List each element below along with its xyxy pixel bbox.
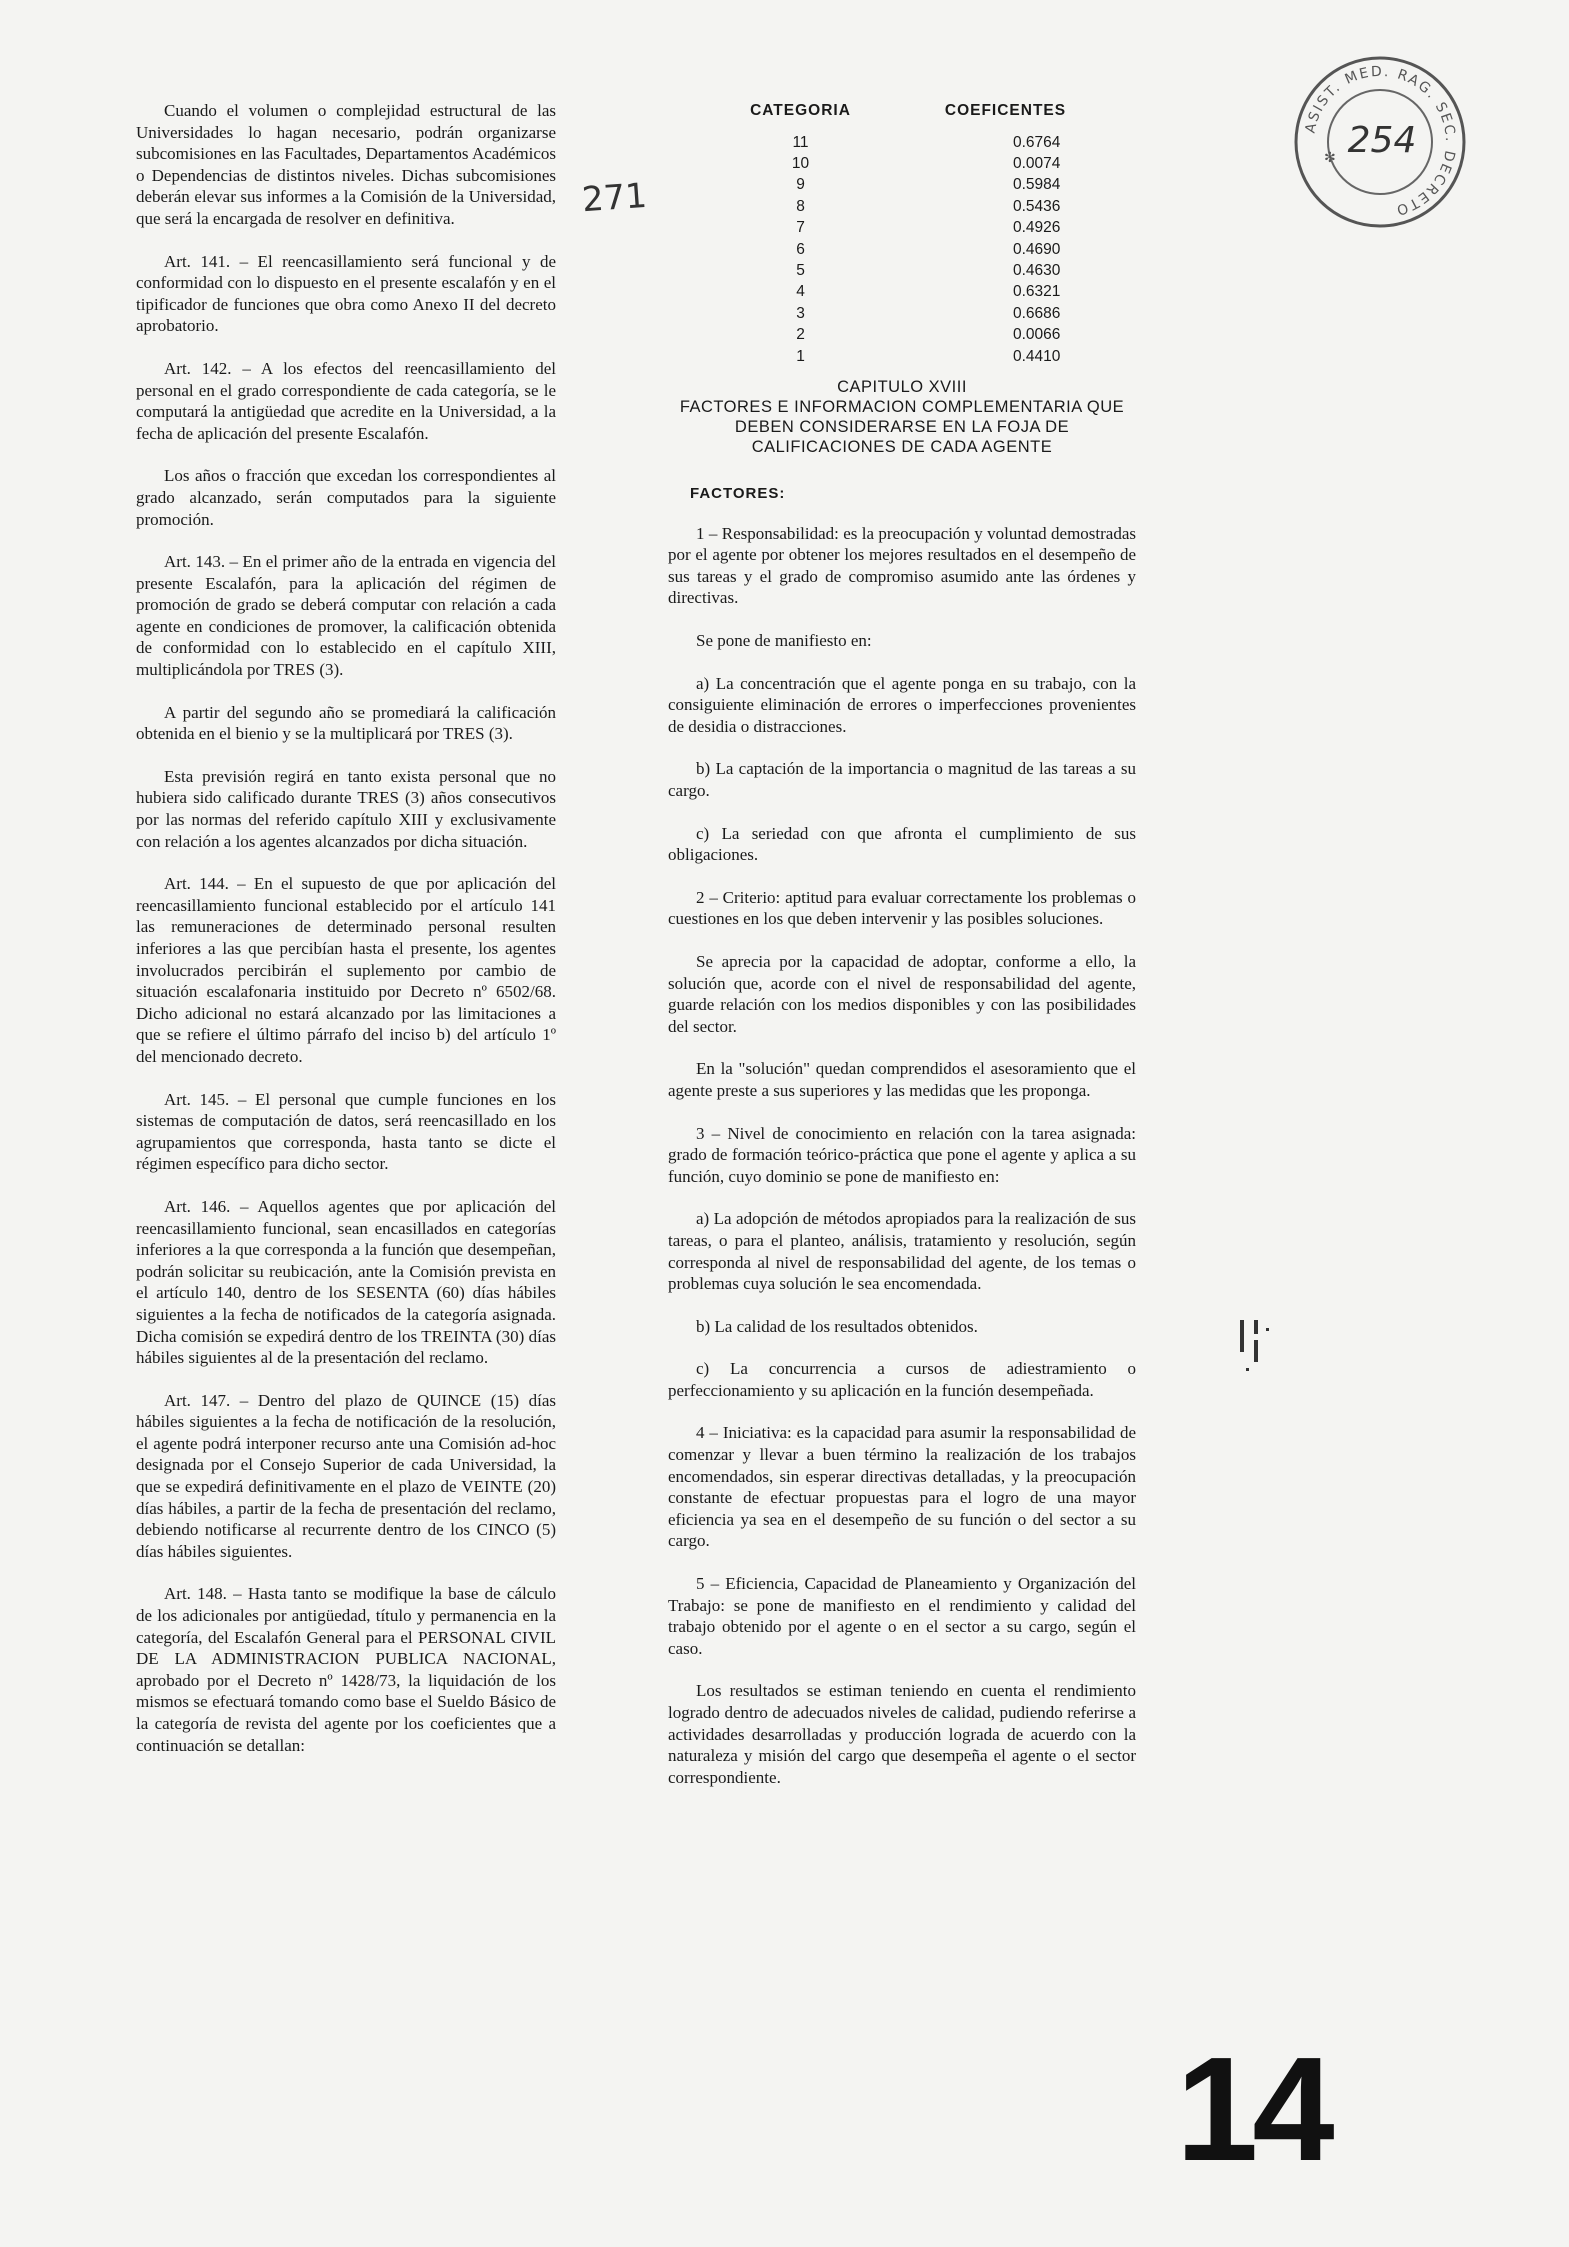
coefficient-cell: 0.5436 bbox=[1013, 197, 1061, 215]
article-142: Art. 142. – A los efectos del reencasillamiento del personal en el grado correspondiente de cada categoría, se le computará la antigüedad que acredite en la Universidad, a la fecha de aplicación del presente Escalafón. bbox=[136, 358, 556, 443]
column-header-categoria: CATEGORIA bbox=[750, 102, 851, 119]
paragraph: Se aprecia por la capacidad de adoptar, conforme a ello, la solución que, acorde con el nivel de responsabilidad del agente, guarde relación con los medios disponibles y con las posibilidades del sector. bbox=[668, 951, 1136, 1036]
coefficient-cell: 0.4926 bbox=[1013, 219, 1061, 237]
page-number: 14 bbox=[1176, 2027, 1329, 2192]
scan-artifact-marks bbox=[1236, 1318, 1276, 1388]
category-cell: 3 bbox=[796, 304, 805, 322]
article-144: Art. 144. – En el supuesto de que por aplicación del reencasillamiento funcional establecido por el artículo 141 las remuneraciones de determinado personal resulten inferiores a las que percibían hasta el presente, los agentes involucrados percibirán el suplemento por cambio de situación escalafonaria instituido por Decreto nº 6502/68. Dicho adicional no estará alcanzado por las limitaciones a que se refiere el último párrafo del inciso b) del artículo 1º del mencionado decreto. bbox=[136, 874, 556, 1066]
table-row bbox=[698, 217, 1108, 238]
list-item: c) La concurrencia a cursos de adiestramiento o perfeccionamiento y su aplicación en la función desempeñada. bbox=[668, 1359, 1136, 1400]
paragraph: A partir del segundo año se promediará la calificación obtenida en el bienio y se la multiplicará por TRES (3). bbox=[136, 702, 556, 744]
paragraph: En la "solución" quedan comprendidos el asesoramiento que el agente preste a sus superiores y las medidas que les proponga. bbox=[668, 1059, 1136, 1100]
stamp-number: 254 bbox=[1347, 120, 1417, 161]
table-header-row bbox=[698, 100, 1108, 132]
paragraph: Esta previsión regirá en tanto exista personal que no hubiera sido calificado durante TRES (3) años consecutivos por las normas del referido capítulo XIII y exclusivamente con relación a los agentes alcanzados por dicha situación. bbox=[136, 766, 556, 851]
article-147: Art. 147. – Dentro del plazo de QUINCE (15) días hábiles siguientes a la fecha de notificación de la resolución, el agente podrá interponer recurso ante una Comisión ad-hoc designada por el Consejo Superior de cada Universidad, la que se expedirá definitivamente en el plazo de VEINTE (20) días hábiles, a partir de la fecha de presentación del reclamo, debiendo notificarse al recurrente dentro de los CINCO (5) días hábiles siguientes. bbox=[136, 1390, 556, 1561]
category-cell: 1 bbox=[796, 347, 805, 365]
paragraph: Se pone de manifiesto en: bbox=[696, 631, 872, 651]
category-cell: 4 bbox=[796, 283, 805, 301]
article-145: Art. 145. – El personal que cumple funciones en los sistemas de computación de datos, será reencasillado en los agrupamientos que corresponda, hasta tanto se dicte el régimen específico para dicho sector. bbox=[136, 1089, 556, 1174]
category-cell: 8 bbox=[796, 197, 805, 215]
paragraph: Cuando el volumen o complejidad estructural de las Universidades lo hagan necesario, podrán organizarse subcomisiones en las Facultades, Departamentos Académicos o Dependencias de distintos niveles. Dichas subcomisiones deberán elevar sus informes a la Comisión de la Universidad, que será la encargada de resolver en definitiva. bbox=[136, 101, 556, 228]
handwritten-folio-note: 271 bbox=[580, 175, 649, 221]
coefficient-cell: 0.6686 bbox=[1013, 304, 1061, 322]
category-cell: 11 bbox=[792, 133, 809, 151]
table-row bbox=[698, 153, 1108, 174]
category-cell: 10 bbox=[791, 155, 810, 172]
category-cell: 7 bbox=[796, 219, 805, 237]
paragraph: Los resultados se estiman teniendo en cuenta el rendimiento logrado dentro de adecuados niveles de calidad, pudiendo referirse a actividades desarrolladas y producción lograda de acuerdo con la naturaleza y misión del cargo que desempeña el agente o el sector correspondiente. bbox=[668, 1681, 1136, 1787]
table-row bbox=[698, 260, 1108, 281]
table-row bbox=[698, 174, 1108, 195]
category-cell: 2 bbox=[796, 326, 805, 344]
chapter-heading bbox=[668, 377, 1136, 457]
table-row bbox=[698, 303, 1108, 324]
stamp-ring-text: ASIST. MED. RAG. SEC. DECRETO bbox=[1302, 63, 1459, 219]
factor-responsabilidad: 1 – Responsabilidad: es la preocupación y voluntad demostradas por el agente por obtener los mejores resultados en el desempeño de sus tareas y el grado de compromiso asumido ante las órdenes y directivas. bbox=[668, 523, 1136, 608]
list-item: a) La concentración que el agente ponga en su trabajo, con la consiguiente eliminación de errores o imperfecciones provenientes de desidia o distracciones. bbox=[668, 673, 1136, 736]
factores-heading: FACTORES: bbox=[690, 485, 786, 503]
right-text-column bbox=[668, 100, 1136, 1809]
paragraph: Los años o fracción que excedan los correspondientes al grado alcanzado, serán computados para la siguiente promoción. bbox=[136, 466, 556, 529]
chapter-title: FACTORES E INFORMACION COMPLEMENTARIA QUE DEBEN CONSIDERARSE EN LA FOJA DE CALIFICACIONES DE CADA AGENTE bbox=[679, 398, 1125, 457]
article-146: Art. 146. – Aquellos agentes que por aplicación del reencasillamiento funcional, sean encasillados en categorías inferiores a la que corresponda a la función que desempeñan, podrán solicitar su reubicación, ante la Comisión prevista en el artículo 140, dentro de los SESENTA (60) días hábiles siguientes a la fecha de notificados de la categoría asignada. Dicha comisión se expedirá dentro de los TREINTA (30) días hábiles siguientes al de la presentación del reclamo. bbox=[136, 1196, 556, 1368]
coefficient-cell: 0.0066 bbox=[1013, 326, 1061, 344]
coefficient-cell: 0.0074 bbox=[1013, 155, 1061, 172]
category-cell: 5 bbox=[796, 262, 805, 280]
list-item: c) La seriedad con que afronta el cumplimiento de sus obligaciones. bbox=[668, 823, 1136, 865]
table-row bbox=[698, 132, 1108, 153]
category-cell: 6 bbox=[796, 240, 805, 258]
list-item: b) La captación de la importancia o magnitud de las tareas a su cargo. bbox=[668, 759, 1136, 800]
factor-iniciativa: 4 – Iniciativa: es la capacidad para asumir la responsabilidad de comenzar y llevar a buen término la realización de los trabajos encomendados, sin esperar directivas detalladas, y la preocupación constante de efectuar propuestas para el logro de una mayor eficiencia ya sea en el desempeño de su función o del sector a su cargo. bbox=[668, 1423, 1136, 1551]
factor-eficiencia: 5 – Eficiencia, Capacidad de Planeamiento y Organización del Trabajo: se pone de manifiesto en el rendimiento y calidad del trabajo obtenido por el agente o en el sector a su cargo, según el caso. bbox=[668, 1574, 1136, 1658]
table-row bbox=[698, 346, 1108, 367]
table-row bbox=[698, 324, 1108, 345]
coefficient-cell: 0.6764 bbox=[1013, 133, 1061, 151]
stamp-seal bbox=[1290, 52, 1470, 232]
factor-criterio: 2 – Criterio: aptitud para evaluar correctamente los problemas o cuestiones en los que deben intervenir y las posibles soluciones. bbox=[668, 887, 1136, 929]
table-row bbox=[698, 196, 1108, 217]
coefficient-cell: 0.6321 bbox=[1013, 283, 1061, 301]
coefficient-cell: 0.4630 bbox=[1013, 262, 1061, 280]
article-141: Art. 141. – El reencasillamiento será funcional y de conformidad con lo dispuesto en el presente escalafón y en el tipificador de funciones que obra como Anexo II del decreto aprobatorio. bbox=[136, 251, 556, 336]
article-148: Art. 148. – Hasta tanto se modifique la base de cálculo de los adicionales por antigüedad, título y permanencia en la categoría, del Escalafón General para el PERSONAL CIVIL DE LA ADMINISTRACION PUBLICA NACIONAL, aprobado por el Decreto nº 1428/73, la liquidación de los mismos se efectuará tomando como base el Sueldo Básico de la categoría de revista del agente por los coeficientes que a continuación se detallan: bbox=[136, 1584, 556, 1755]
left-text-column bbox=[136, 100, 556, 1777]
list-item: b) La calidad de los resultados obtenidos. bbox=[696, 1316, 978, 1336]
coefficient-cell: 0.4690 bbox=[1013, 240, 1061, 258]
chapter-number: CAPITULO XVIII bbox=[837, 378, 967, 397]
column-header-coeficientes: COEFICENTES bbox=[944, 102, 1067, 119]
coefficient-cell: 0.5984 bbox=[1013, 176, 1061, 194]
table-row bbox=[698, 239, 1108, 260]
coefficient-table bbox=[698, 100, 1108, 367]
category-cell: 9 bbox=[796, 176, 805, 194]
article-143: Art. 143. – En el primer año de la entrada en vigencia del presente Escalafón, para la aplicación del régimen de promoción de grado se deberá computar con relación a cada agente en condiciones de promover, la calificación obtenida de conformidad con lo establecido en el capítulo XIII, multiplicándola por TRES (3). bbox=[136, 552, 556, 680]
coefficient-cell: 0.4410 bbox=[1013, 347, 1061, 365]
table-row bbox=[698, 281, 1108, 302]
list-item: a) La adopción de métodos apropiados para la realización de sus tareas, o para el planteo, análisis, tratamiento y resolución, según corresponda al nivel de responsabilidad del agente, de los temas o problemas cuya solución le sea encomendada. bbox=[668, 1209, 1136, 1294]
table-body bbox=[698, 132, 1108, 367]
stamp-star-icon: ✻ bbox=[1324, 150, 1336, 166]
factor-nivel-conocimiento: 3 – Nivel de conocimiento en relación con la tarea asignada: grado de formación teórico-práctica que pone el agente y aplica a su función, cuyo dominio se pone de manifiesto en: bbox=[668, 1123, 1136, 1186]
